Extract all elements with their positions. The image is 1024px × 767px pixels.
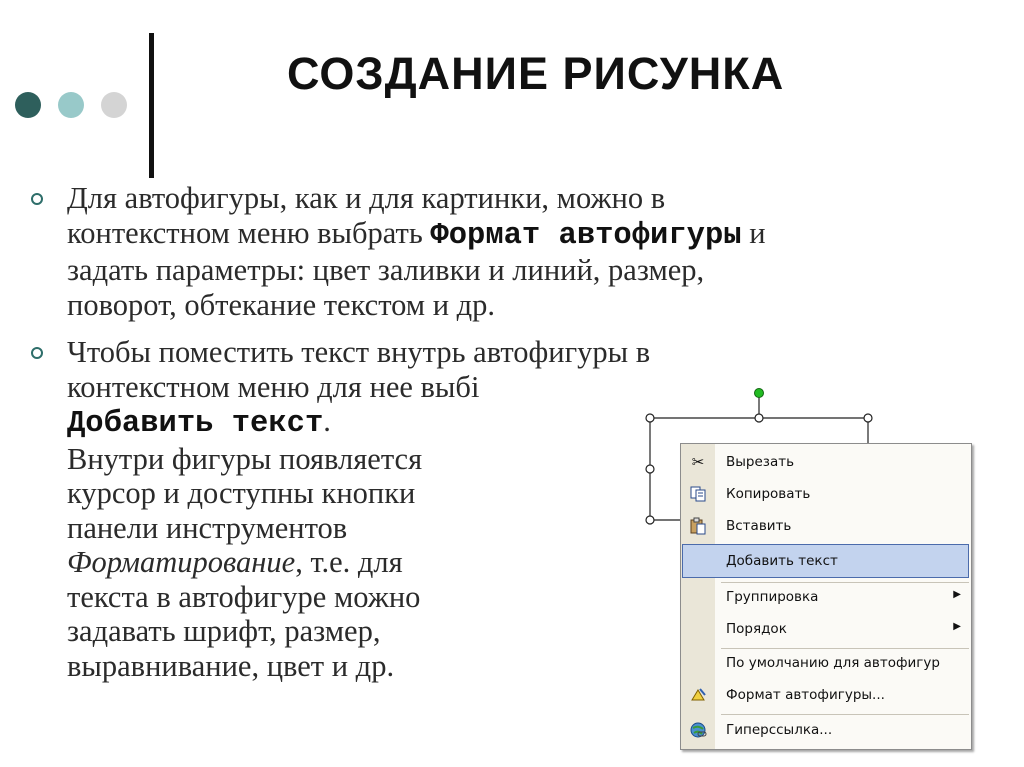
menu-item-label: Гиперссылка...: [726, 722, 833, 738]
b2-line-6: панели инструментов: [67, 510, 348, 545]
b1-line-2a: контекстном меню выбрать: [67, 215, 431, 250]
b2-line-8: текста в автофигуре можно: [67, 579, 421, 614]
b2-line-2: контекстном меню для нее выбі: [67, 369, 480, 404]
bullet-paragraph-1: [67, 181, 1012, 322]
add-text-term: Добавить текст: [67, 407, 324, 441]
scissors-icon: ✂: [691, 453, 705, 471]
b2-line-7b: , т.е. для: [295, 545, 403, 579]
decor-dot-dark: [15, 92, 41, 118]
menu-item-order[interactable]: [681, 613, 971, 645]
b2-line-3: [67, 404, 1012, 442]
context-menu: [680, 443, 972, 750]
menu-item-label: Группировка: [726, 589, 819, 605]
hyperlink-icon: [689, 721, 707, 739]
format-shape-icon: [689, 686, 707, 704]
menu-item-label: Вставить: [726, 518, 792, 534]
formatting-toolbar-term: Форматирование: [67, 545, 296, 579]
slide-title: СОЗДАНИЕ РИСУНКА: [287, 48, 785, 99]
b2-line-5: курсор и доступны кнопки: [67, 476, 416, 510]
menu-item-label: Порядок: [726, 621, 787, 637]
menu-item-copy[interactable]: [681, 478, 971, 510]
menu-item-label: Формат автофигуры...: [726, 687, 885, 703]
menu-item-label: Вырезать: [726, 454, 795, 470]
b2-line-10: выравнивание, цвет и др.: [67, 648, 395, 683]
b1-line-2: [67, 216, 1012, 254]
menu-item-add-text[interactable]: [683, 545, 968, 577]
b2-line-1: Чтобы поместить текст внутрь автофигуры в: [67, 335, 651, 369]
b1-line-3: задать параметры: цвет заливки и линий, размер,: [67, 253, 705, 287]
bullet-ring-icon: [31, 347, 43, 359]
submenu-arrow-icon: ▶: [953, 589, 961, 600]
format-autoshape-term: Формат автофигуры: [430, 218, 742, 253]
menu-item-hyperlink[interactable]: [681, 714, 971, 746]
b1-line-1: Для автофигуры, как и для картинки, можно в: [67, 181, 666, 215]
bullet-ring-icon: [31, 193, 43, 205]
b2-line-9: задавать шрифт, размер,: [67, 614, 381, 648]
menu-item-label: Добавить текст: [726, 553, 838, 569]
menu-item-grouping[interactable]: [681, 581, 971, 613]
b1-line-4: поворот, обтекание текстом и др.: [67, 287, 496, 322]
menu-item-cut[interactable]: [681, 446, 971, 478]
menu-item-format-autoshape[interactable]: [681, 679, 971, 711]
menu-item-label: Копировать: [726, 486, 811, 502]
title-divider: [149, 33, 154, 178]
menu-item-set-default[interactable]: [681, 647, 971, 679]
b1-line-2c: и: [741, 215, 766, 250]
b2-line-3b: .: [323, 404, 331, 438]
copy-icon: [689, 485, 707, 503]
decor-dot-light: [58, 92, 84, 118]
paste-icon: [689, 517, 707, 535]
menu-item-label: По умолчанию для автофигур: [726, 655, 940, 671]
submenu-arrow-icon: ▶: [953, 621, 961, 632]
b2-line-4: Внутри фигуры появляется: [67, 441, 423, 476]
decor-dot-grey: [101, 92, 127, 118]
menu-item-paste[interactable]: [681, 510, 971, 542]
